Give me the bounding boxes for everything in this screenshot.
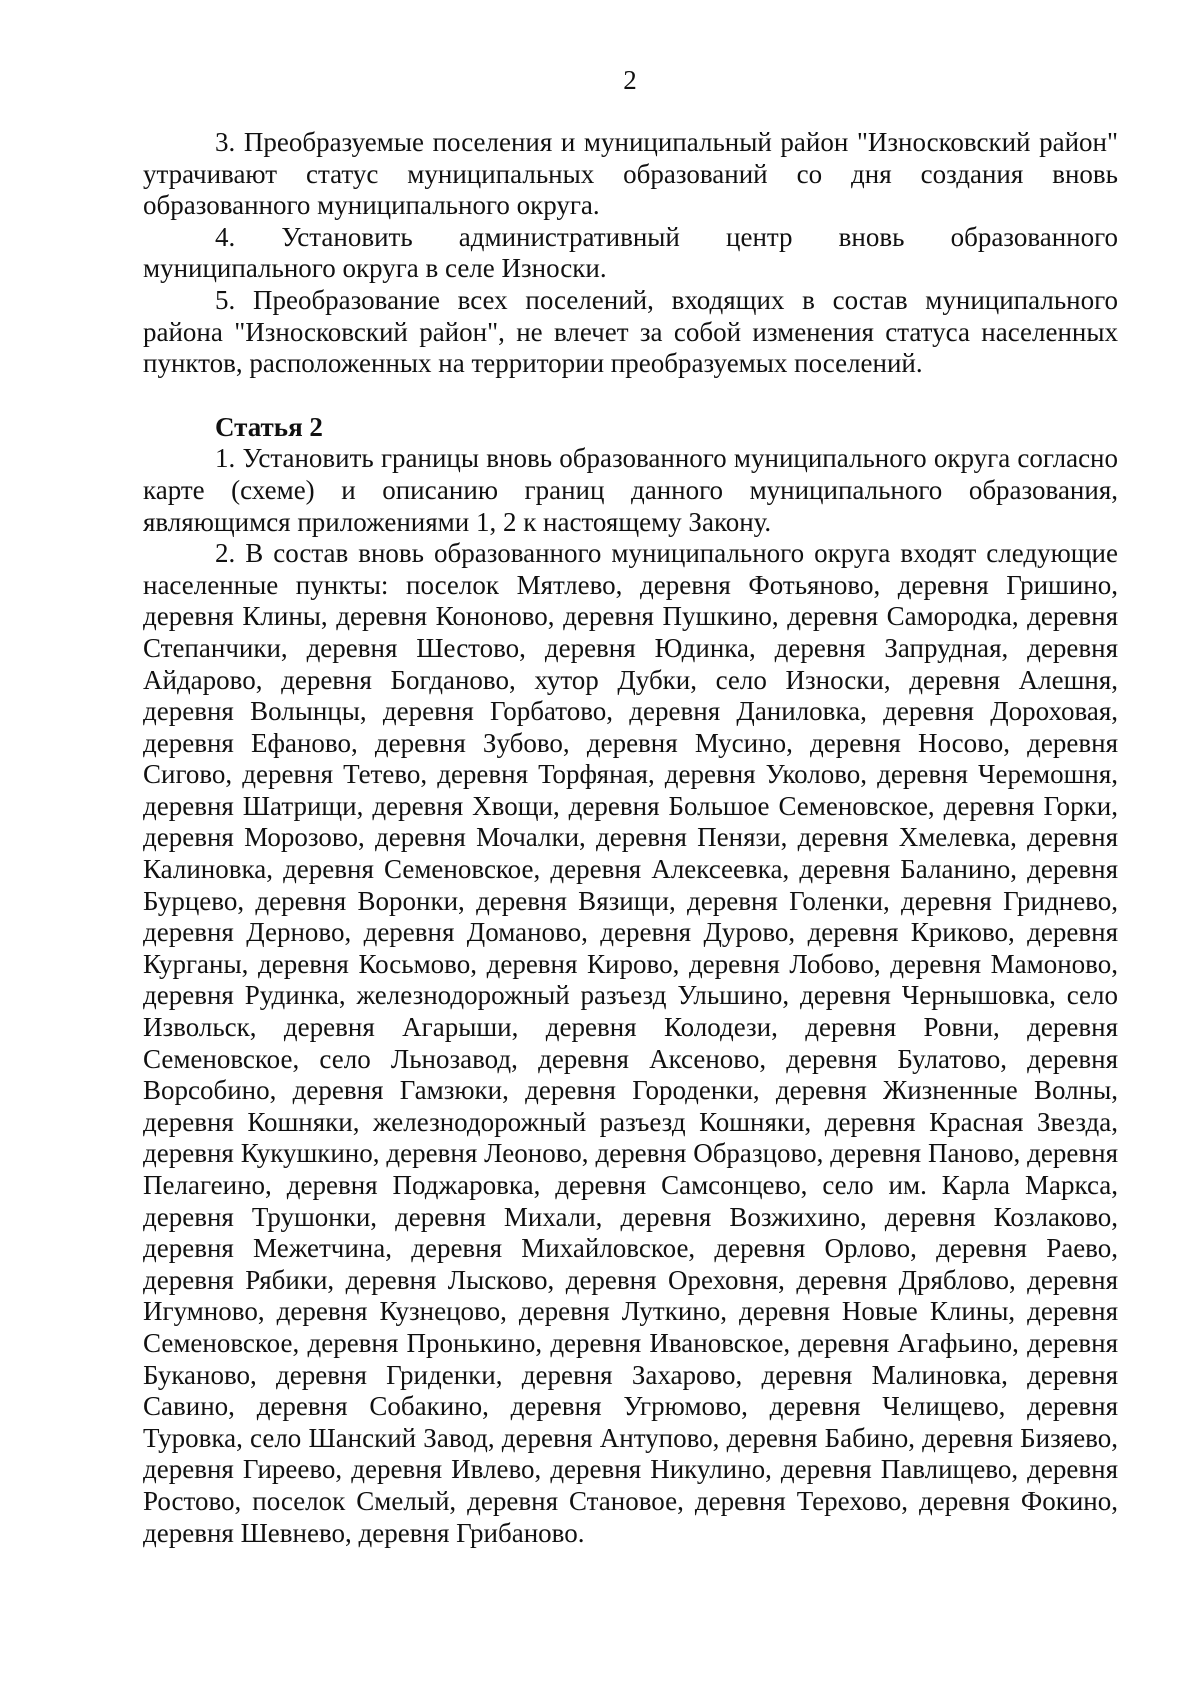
- document-body: [143, 127, 1118, 1549]
- paragraph-4: 4. Установить административный центр вновь образованного муниципального округа в селе Износки.: [143, 221, 1118, 284]
- page-number: 2: [623, 65, 637, 95]
- article-2-paragraph-2: 2. В состав вновь образованного муниципального округа входят следующие населенные пункты: поселок Мятлево, деревня Фотьяново, деревня Гришино, деревня Клины, деревня Кононово, деревня Пушкино, деревня Самородка, деревня Степанчики, деревня Шестово, деревня Юдинка, деревня Запрудная, деревня Айдарово, деревня Богданово, хутор Дубки, село Износки, деревня Алешня, деревня Волынцы, деревня Горбатово, деревня Даниловка, деревня Дороховая, деревня Ефаново, деревня Зубово, деревня Мусино, деревня Носово, деревня Сигово, деревня Тетево, деревня Торфяная, деревня Уколово, деревня Черемошня, деревня Шатрищи, деревня Хвощи, деревня Большое Семеновское, деревня Горки, деревня Морозово, деревня Мочалки, деревня Пенязи, деревня Хмелевка, деревня Калиновка, деревня Семеновское, деревня Алексеевка, деревня Баланино, деревня Бурцево, деревня Воронки, деревня Вязищи, деревня Голенки, деревня Гриднево, деревня Дерново, деревня Доманово, деревня Дурово, деревня Криково, деревня Курганы, деревня Косьмово, деревня Кирово, деревня Лобово, деревня Мамоново, деревня Рудинка, железнодорожный разъезд Ульшино, деревня Чернышовка, село Извольск, деревня Агарыши, деревня Колодези, деревня Ровни, деревня Семеновское, село Льнозавод, деревня Аксеново, деревня Булатово, деревня Ворсобино, деревня Гамзюки, деревня Городенки, деревня Жизненные Волны, деревня Кошняки, железнодорожный разъезд Кошняки, деревня Красная Звезда, деревня Кукушкино, деревня Леоново, деревня Образцово, деревня Паново, деревня Пелагеино, деревня Поджаровка, деревня Самсонцево, село им. Карла Маркса, деревня Трушонки, деревня Михали, деревня Возжихино, деревня Козлаково, деревня Межетчина, деревня Михайловское, деревня Орлово, деревня Раево, деревня Рябики, деревня Лысково, деревня Ореховня, деревня Дряблово, деревня Игумново, деревня Кузнецово, деревня Луткино, деревня Новые Клины, деревня Семеновское, деревня Пронькино, деревня Ивановское, деревня Агафьино, деревня Буканово, деревня Гриденки, деревня Захарово, деревня Малиновка, деревня Савино, деревня Собакино, деревня Угрюмово, деревня Челищево, деревня Туровка, село Шанский Завод, деревня Антупово, деревня Бабино, деревня Бизяево, деревня Гиреево, деревня Ивлево, деревня Никулино, деревня Павлищево, деревня Ростово, поселок Смелый, деревня Становое, деревня Терехово, деревня Фокино, деревня Шевнево, деревня Грибаново.: [143, 538, 1118, 1548]
- article-2-heading: Статья 2: [215, 411, 323, 442]
- paragraph-3: 3. Преобразуемые поселения и муниципальный район "Износковский район" утрачивают статус муниципальных образований со дня создания вновь образованного муниципального округа.: [143, 127, 1118, 221]
- article-2-paragraph-1: 1. Установить границы вновь образованного муниципального округа согласно карте (схеме) и описанию границ данного муниципального образования, являющимся приложениями 1, 2 к настоящему Закону.: [143, 443, 1118, 537]
- paragraph-5: 5. Преобразование всех поселений, входящих в состав муниципального района "Износковский район", не влечет за собой изменения статуса населенных пунктов, расположенных на территории преобразуемых поселений.: [143, 284, 1118, 379]
